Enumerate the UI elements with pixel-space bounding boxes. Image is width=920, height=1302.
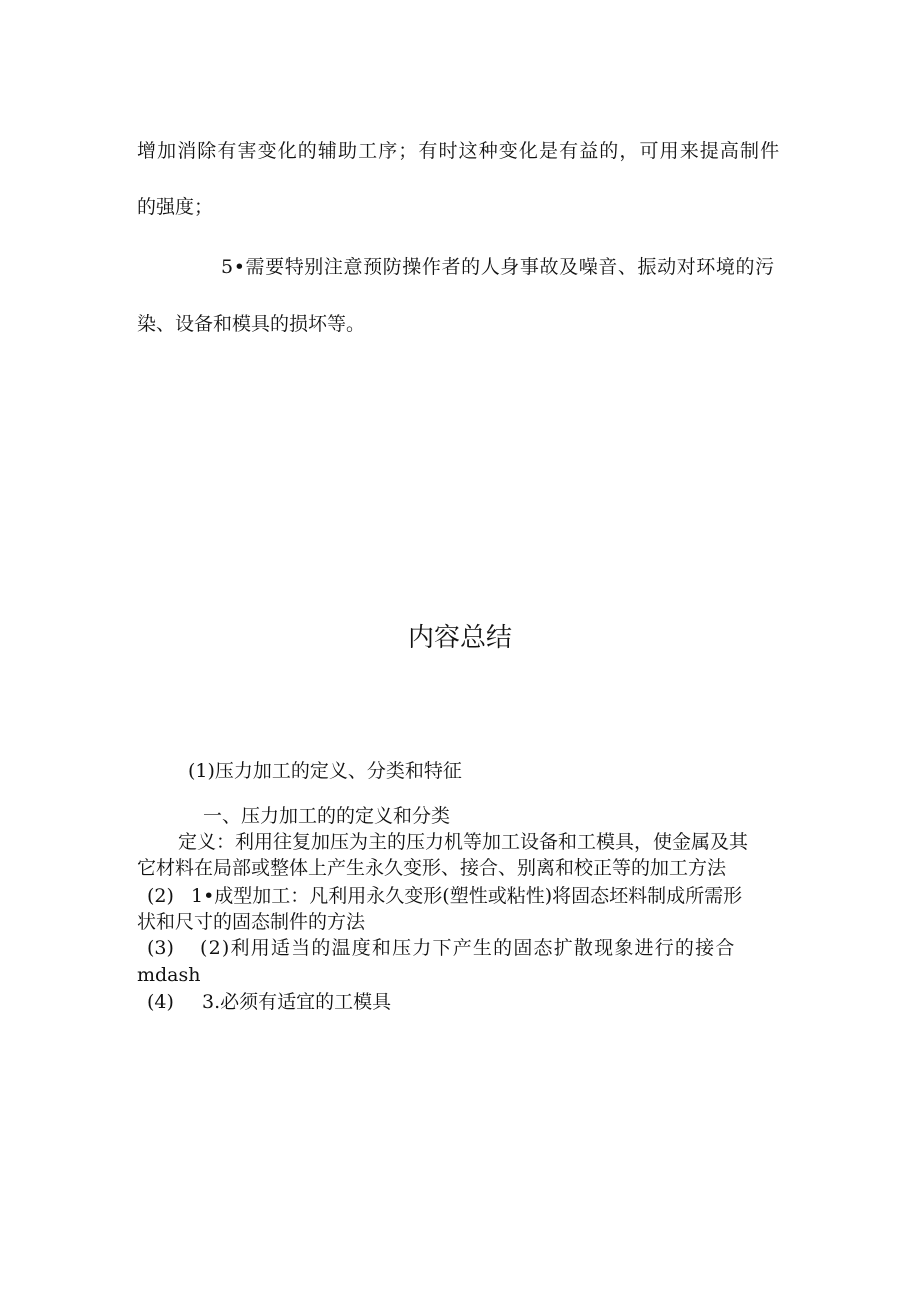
body-text-line: 增加消除有害变化的辅助工序；有时这种变化是有益的，可用来提高制件 [137, 140, 781, 162]
definition-line: 它材料在局部或整体上产生永久变形、接合、别离和校正等的加工方法 [137, 857, 727, 879]
summary-item-3: (2)利用适当的温度和压力下产生的固态扩散现象进行的接合 [200, 937, 736, 959]
item-number: (2) [147, 885, 174, 907]
summary-title: 内容总结 [407, 623, 512, 653]
section-heading: 一、压力加工的的定义和分类 [203, 805, 451, 827]
body-text-line: 染、设备和模具的损坏等。 [137, 313, 366, 335]
body-text-line: 的强度； [137, 196, 214, 218]
summary-item-2: 1•成型加工：凡利用永久变形(塑性或粘性)将固态坯料制成所需形 [191, 885, 743, 907]
summary-item-4: 3.必须有适宜的工模具 [202, 991, 392, 1013]
summary-item-1: (1)压力加工的定义、分类和特征 [188, 760, 462, 782]
item-number: (3) [147, 937, 174, 959]
definition-line: 定义：利用往复加压为主的压力机等加工设备和工模具，使金属及其 [178, 831, 749, 853]
summary-item-3-cont: mdash [137, 964, 201, 986]
item-number: (4) [147, 991, 174, 1013]
body-text-line: 5•需要特别注意预防操作者的人身事故及噪音、振动对环境的污 [221, 256, 775, 278]
summary-item-2-cont: 状和尺寸的固态制件的方法 [137, 911, 366, 933]
